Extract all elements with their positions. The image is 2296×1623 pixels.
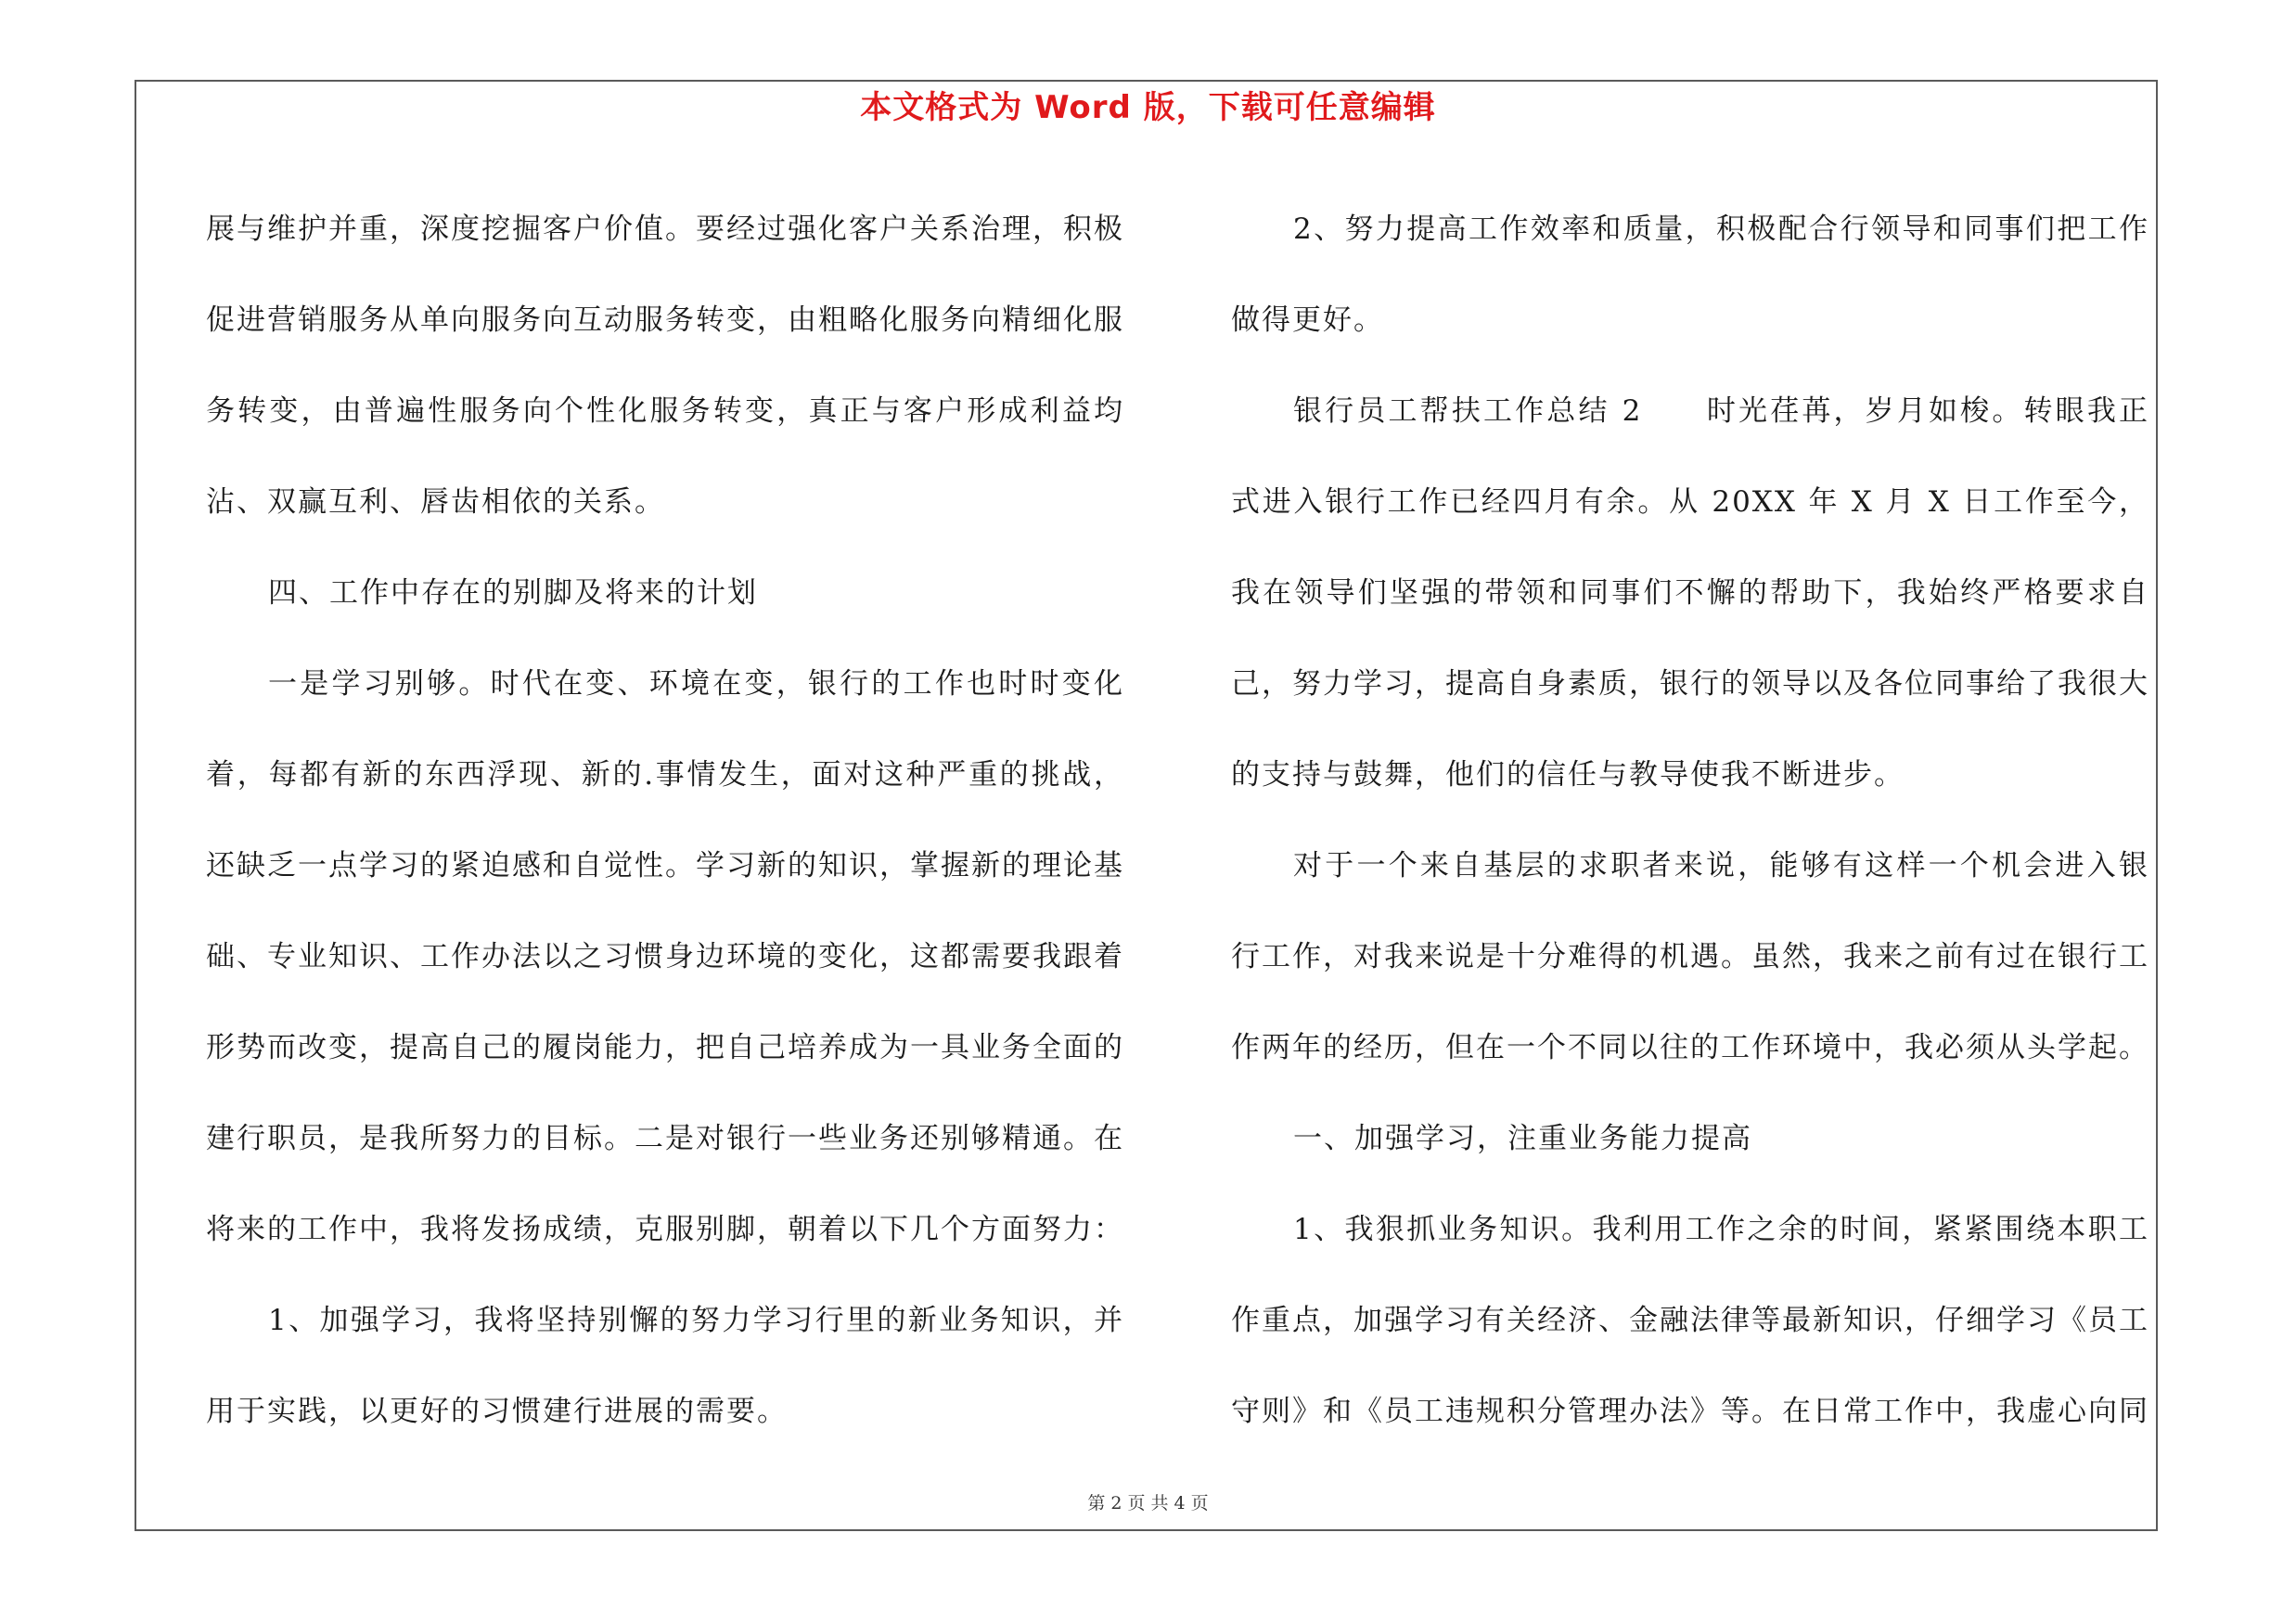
- paragraph: 1、加强学习，我将坚持别懈的努力学习行里的新业务知识，并用于实践，以更好的习惯建行进展的需要。: [206, 1304, 1124, 1428]
- page-number: 第 2 页 共 4 页: [1087, 1493, 1209, 1514]
- paragraph: 一是学习别够。时代在变、环境在变，银行的工作也时时变化着，每都有新的东西浮现、新的.事情发生，面对这种严重的挑战，还缺乏一点学习的紧迫感和自觉性。学习新的知识，掌握新的理论基础、专业知识、工作办法以之习惯身边环境的变化，这都需要我跟着形势而改变，提高自己的履岗能力，把自己培养成为一具业务全面的建行职员，是我所努力的目标。二是对银行一些业务还别够精通。在将来的工作中，我将发扬成绩，克服别脚，朝着以下几个方面努力：: [206, 667, 1124, 1246]
- paragraph: 对于一个来自基层的求职者来说，能够有这样一个机会进入银行工作，对我来说是十分难得的机遇。虽然，我来之前有过在银行工作两年的经历，但在一个不同以往的工作环境中，我必须从头学起。: [1231, 849, 2149, 1064]
- format-banner: 本文格式为 Word 版，下载可任意编辑: [860, 89, 1436, 126]
- paragraph: 2、努力提高工作效率和质量，积极配合行领导和同事们把工作做得更好。: [1231, 213, 2149, 337]
- right-column: [1231, 184, 2149, 1457]
- paragraph: 1、我狠抓业务知识。我利用工作之余的时间，紧紧围绕本职工作重点，加强学习有关经济、金融法律等最新知识，仔细学习《员工守则》和《员工违规积分管理办法》等。在日常工作中，我虚心向同: [1231, 1213, 2149, 1428]
- paragraph: 银行员工帮扶工作总结 2 时光荏苒，岁月如梭。转眼我正式进入银行工作已经四月有余。从 20XX 年 X 月 X 日工作至今，我在领导们坚强的带领和同事们不懈的帮助下，我始终严格要求自己，努力学习，提高自身素质，银行的领导以及各位同事给了我很大的支持与鼓舞，他们的信任与教导使我不断进步。: [1231, 394, 2149, 792]
- section-heading: 一、加强学习，注重业务能力提高: [1293, 1122, 1752, 1155]
- paragraph: 展与维护并重，深度挖掘客户价值。要经过强化客户关系治理，积极促进营销服务从单向服务向互动服务转变，由粗略化服务向精细化服务转变，由普遍性服务向个性化服务转变，真正与客户形成利益均沾、双赢互利、唇齿相依的关系。: [206, 213, 1124, 519]
- left-column: [206, 184, 1124, 1457]
- section-heading: 四、工作中存在的别脚及将来的计划: [268, 576, 758, 610]
